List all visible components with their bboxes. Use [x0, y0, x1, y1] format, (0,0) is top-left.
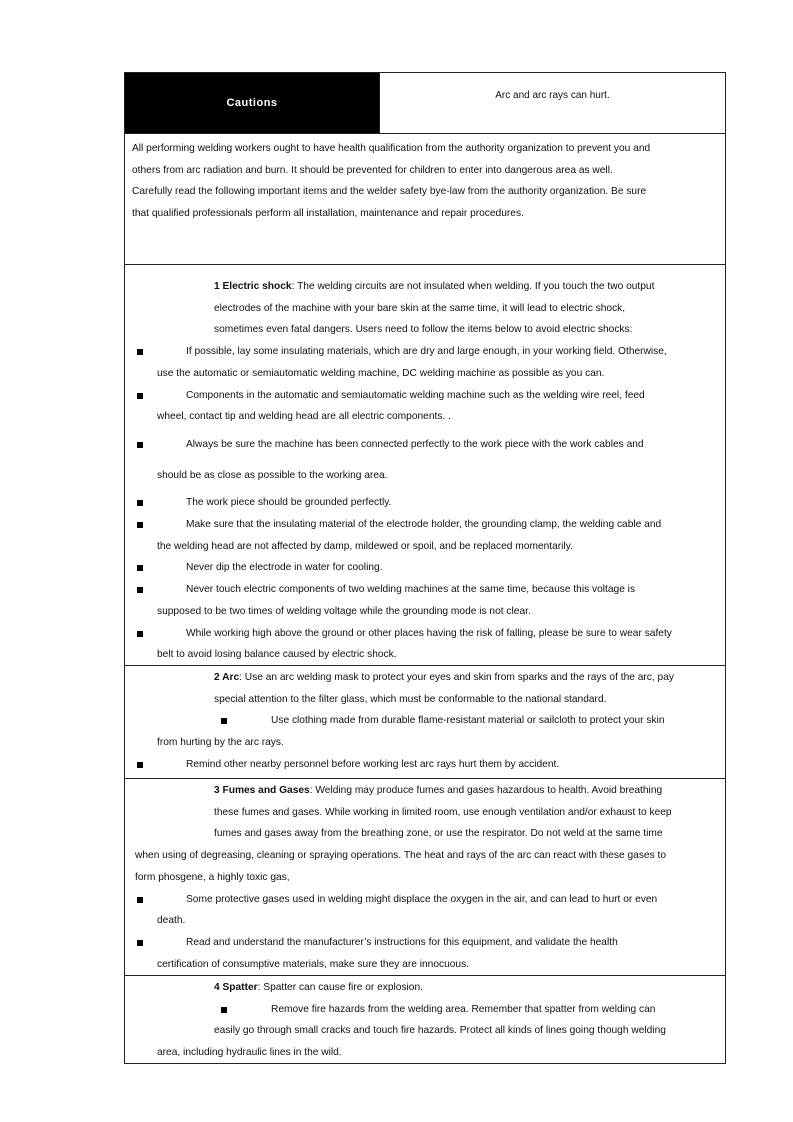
- electric-bullet-cont: should be as close as possible to the working area.: [157, 469, 388, 481]
- electric-bullet-cont: use the automatic or semiautomatic welding machine, DC welding machine as possible as you can.: [157, 367, 605, 379]
- arc-section: [125, 666, 725, 779]
- fumes-bullet: Some protective gases used in welding might displace the oxygen in the air, and can lead to hurt or even: [125, 889, 725, 911]
- arc-bullet: Use clothing made from durable flame-resistant material or sailcloth to protect your skin: [125, 710, 725, 732]
- electric-bullet-cont: belt to avoid losing balance caused by electric shock.: [157, 649, 397, 661]
- fumes-lead-line: fumes and gases away from the breathing zone, or use the respirator. Do not weld at the same time: [214, 828, 663, 840]
- fumes-lead-line: these fumes and gases. While working in limited room, use enough ventilation and/or exhaust to keep: [214, 806, 672, 818]
- electric-lead-line: electrodes of the machine with your bare skin at the same time, it will lead to electric shock,: [214, 302, 626, 314]
- electric-bullet: If possible, lay some insulating materials, which are dry and large enough, in your working field. Otherwise,: [125, 341, 725, 363]
- electric-shock-section: [125, 265, 725, 666]
- cautions-table: [124, 72, 726, 1064]
- intro-section: [125, 134, 725, 265]
- arc-bullet: Remind other nearby personnel before working lest arc rays hurt them by accident.: [125, 754, 725, 776]
- fumes-heading: 3 Fumes and Gases: [214, 785, 310, 796]
- spatter-heading: 4 Spatter: [214, 982, 258, 993]
- fumes-bullet-cont: certification of consumptive materials, make sure they are innocuous.: [157, 958, 469, 970]
- cautions-subtitle: Arc and arc rays can hurt.: [379, 73, 725, 133]
- electric-bullet: Components in the automatic and semiautomatic welding machine such as the welding wire reel, feed: [125, 385, 725, 407]
- spatter-lead-line: 4 Spatter: Spatter can cause fire or explosion.: [214, 982, 423, 993]
- electric-lead-line: 1 Electric shock: The welding circuits are not insulated when welding. If you touch the two output: [214, 281, 655, 292]
- electric-lead-line: sometimes even fatal dangers. Users need to follow the items below to avoid electric shocks:: [214, 324, 633, 336]
- electric-bullet: Make sure that the insulating material of the electrode holder, the grounding clamp, the welding cable and: [125, 514, 725, 536]
- spatter-section: [125, 976, 725, 1063]
- header-row: [125, 73, 725, 134]
- intro-line: that qualified professionals perform all installation, maintenance and repair procedures.: [132, 208, 524, 220]
- fumes-bullet: Read and understand the manufacturer’s instructions for this equipment, and validate the health: [125, 932, 725, 954]
- arc-bullet-cont: from hurting by the arc rays.: [157, 737, 284, 749]
- arc-lead-line: special attention to the filter glass, which must be conformable to the national standard.: [214, 693, 607, 705]
- spatter-bullet-cont: area, including hydraulic lines in the wild.: [157, 1047, 342, 1059]
- spatter-bullet-cont: easily go through small cracks and touch fire hazards. Protect all kinds of lines going though welding: [214, 1025, 666, 1037]
- electric-bullet-cont: wheel, contact tip and welding head are all electric components. .: [157, 411, 451, 423]
- electric-heading: 1 Electric shock: [214, 281, 292, 292]
- fumes-lead-line: form phosgene, a highly toxic gas,: [135, 871, 290, 883]
- electric-bullet-cont: the welding head are not affected by damp, mildewed or spoil, and be replaced momentarily.: [157, 540, 573, 552]
- electric-bullet: Never touch electric components of two welding machines at the same time, because this voltage is: [125, 579, 725, 601]
- intro-line: Carefully read the following important items and the welder safety bye-law from the authority organization. Be sure: [132, 186, 647, 198]
- intro-line: All performing welding workers ought to have health qualification from the authority organization to prevent you and: [132, 143, 651, 154]
- electric-bullet: The work piece should be grounded perfectly.: [125, 492, 725, 514]
- fumes-bullet-cont: death.: [157, 915, 186, 927]
- electric-bullet: While working high above the ground or other places having the risk of falling, please be sure to wear safety: [125, 623, 725, 645]
- arc-lead-line: 2 Arc: Use an arc welding mask to protect your eyes and skin from sparks and the rays of the arc, pay: [214, 672, 674, 683]
- electric-bullet-cont: supposed to be two times of welding voltage while the grounding mode is not clear.: [157, 605, 531, 617]
- electric-bullet: Always be sure the machine has been connected perfectly to the work piece with the work cables and: [125, 434, 725, 456]
- cautions-title: Cautions: [125, 73, 379, 133]
- spatter-bullet: Remove fire hazards from the welding area. Remember that spatter from welding can: [125, 999, 725, 1021]
- intro-line: others from arc radiation and burn. It should be prevented for children to enter into dangerous area as well.: [132, 164, 613, 176]
- fumes-lead-line: when using of degreasing, cleaning or spraying operations. The heat and rays of the arc can react with these gases to: [135, 850, 667, 862]
- fumes-lead-line: 3 Fumes and Gases: Welding may produce fumes and gases hazardous to health. Avoid breathing: [214, 785, 663, 796]
- arc-heading: 2 Arc: [214, 672, 240, 683]
- fumes-section: [125, 779, 725, 976]
- electric-bullet: Never dip the electrode in water for cooling.: [125, 557, 725, 579]
